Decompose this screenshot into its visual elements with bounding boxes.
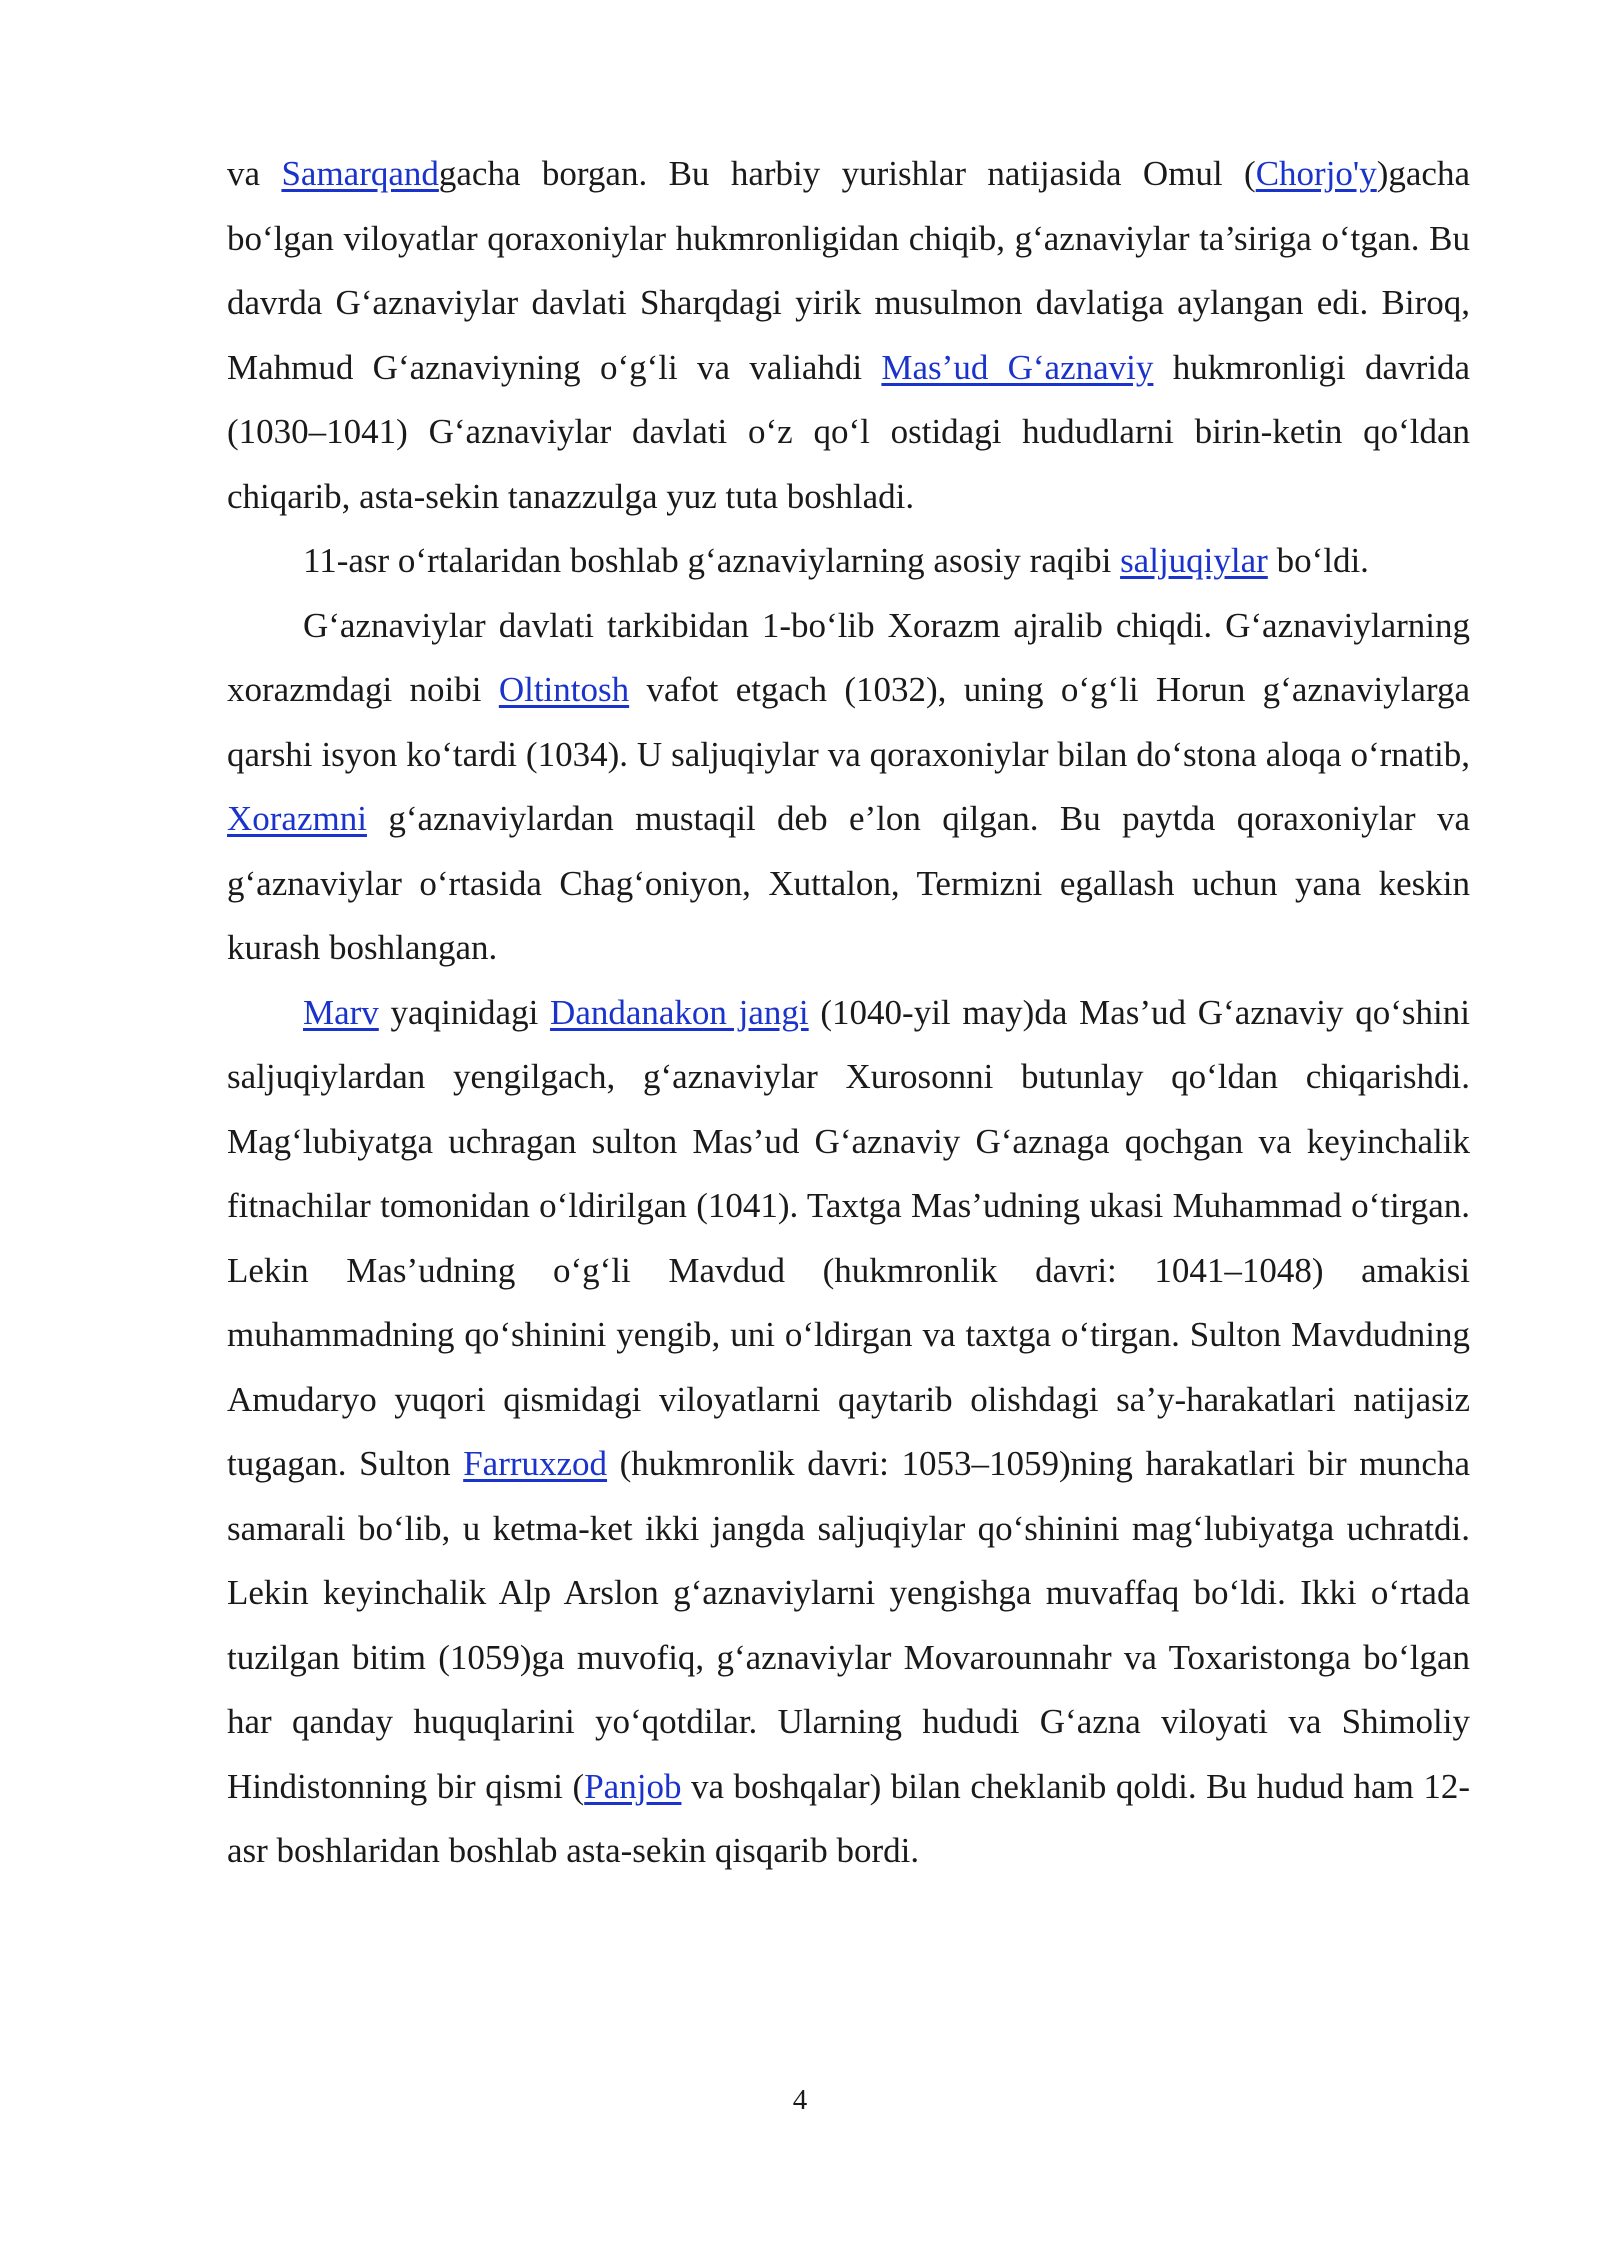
text-run: 11-asr o‘rtalaridan boshlab g‘aznaviylarning asosiy raqibi	[303, 541, 1121, 580]
text-run: hukmronligi davrida (1030–1041) G‘aznaviylar davlati o‘z qo‘l ostidagi hududlarni birin-ketin qo‘ldan chiqarib, asta-sekin tanazzulga yuz tuta boshladi.	[227, 347, 1470, 516]
hyperlink[interactable]: Farruxzod	[463, 1444, 608, 1483]
text-run: )gacha bo‘lgan viloyatlar qoraxoniylar hukmronligidan chiqib, g‘aznaviylar ta’siriga o‘tgan. Bu davrda G‘aznaviylar davlati Sharqdagi yirik musulmon davlatiga aylangan edi. Biroq, Mahmud G‘aznaviyning o‘g‘li va valiahdi	[227, 154, 1470, 387]
text-run: (1040-yil may)da Mas’ud G‘aznaviy qo‘shini saljuqiylardan yengilgach, g‘aznaviylar Xurosonni butunlay qo‘ldan chiqarishdi. Mag‘lubiyatga uchragan sulton Mas’ud G‘aznaviy G‘aznaga qochgan va keyinchalik fitnachilar tomonidan o‘ldirilgan (1041). Taxtga Mas’udning ukasi Muhammad o‘tirgan. Lekin Mas’udning o‘g‘li Mavdud (hukmronlik davri: 1041–1048) amakisi muhammadning qo‘shinini yengib, uni o‘ldirgan va taxtga o‘tirgan. Sulton Mavdudning Amudaryo yuqori qismidagi viloyatlarni qaytarib olishdagi sa’y-harakatlari natijasiz tugagan. Sulton	[227, 992, 1470, 1483]
paragraph	[227, 529, 1470, 594]
text-run: vafot etgach (1032), uning o‘g‘li Horun g‘aznaviylarga qarshi isyon ko‘tardi (1034). U saljuqiylar va qoraxoniylar bilan do‘stona aloqa o‘rnatib,	[227, 670, 1470, 774]
text-run: yaqinidagi	[378, 992, 551, 1032]
hyperlink[interactable]: saljuqiylar	[1120, 541, 1268, 580]
document-body	[227, 142, 1470, 1884]
hyperlink[interactable]: Panjob	[584, 1766, 682, 1806]
hyperlink[interactable]: Xorazmni	[227, 799, 367, 838]
text-run: bo‘ldi.	[1267, 541, 1369, 580]
text-run: g‘aznaviylardan mustaqil deb e’lon qilgan. Bu paytda qoraxoniylar va g‘aznaviylar o‘rtasida Chag‘oniyon, Xuttalon, Termizni egallash uchun yana keskin kurash boshlangan.	[227, 799, 1470, 967]
text-run: va boshqalar) bilan cheklanib qoldi. Bu hudud ham 12-asr boshlaridan boshlab asta-sekin qisqarib bordi.	[227, 1766, 1470, 1870]
text-run: gacha borgan. Bu harbiy yurishlar natijasida Omul (	[438, 154, 1256, 193]
text-run: G‘aznaviylar davlati tarkibidan 1-bo‘lib Xorazm ajralib chiqdi. G‘aznaviylarning xorazmdagi noibi	[227, 605, 1470, 709]
paragraph	[227, 142, 1470, 529]
hyperlink[interactable]: Chorjo'y	[1255, 154, 1377, 193]
text-run: va	[227, 154, 282, 193]
paragraph	[227, 981, 1470, 1884]
hyperlink[interactable]: Oltintosh	[498, 670, 630, 709]
page-number: 4	[792, 2084, 808, 2116]
hyperlink[interactable]: Mas’ud G‘aznaviy	[881, 347, 1154, 387]
hyperlink[interactable]: Marv	[303, 992, 379, 1032]
hyperlink[interactable]: Dandanakon jangi	[550, 992, 809, 1032]
paragraph	[227, 594, 1470, 981]
hyperlink[interactable]: Samarqand	[281, 154, 439, 193]
text-run: (hukmronlik davri: 1053–1059)ning harakatlari bir muncha samarali bo‘lib, u ketma-ket ikki jangda saljuqiylar qo‘shinini mag‘lubiyatga uchratdi. Lekin keyinchalik Alp Arslon g‘aznaviylarni yengishga muvaffaq bo‘ldi. Ikki o‘rtada tuzilgan bitim (1059)ga muvofiq, g‘aznaviylar Movarounnahr va Toxaristonga bo‘lgan har qanday huquqlarini yo‘qotdilar. Ularning hududi G‘azna viloyati va Shimoliy Hindistonning bir qismi (	[227, 1444, 1470, 1806]
